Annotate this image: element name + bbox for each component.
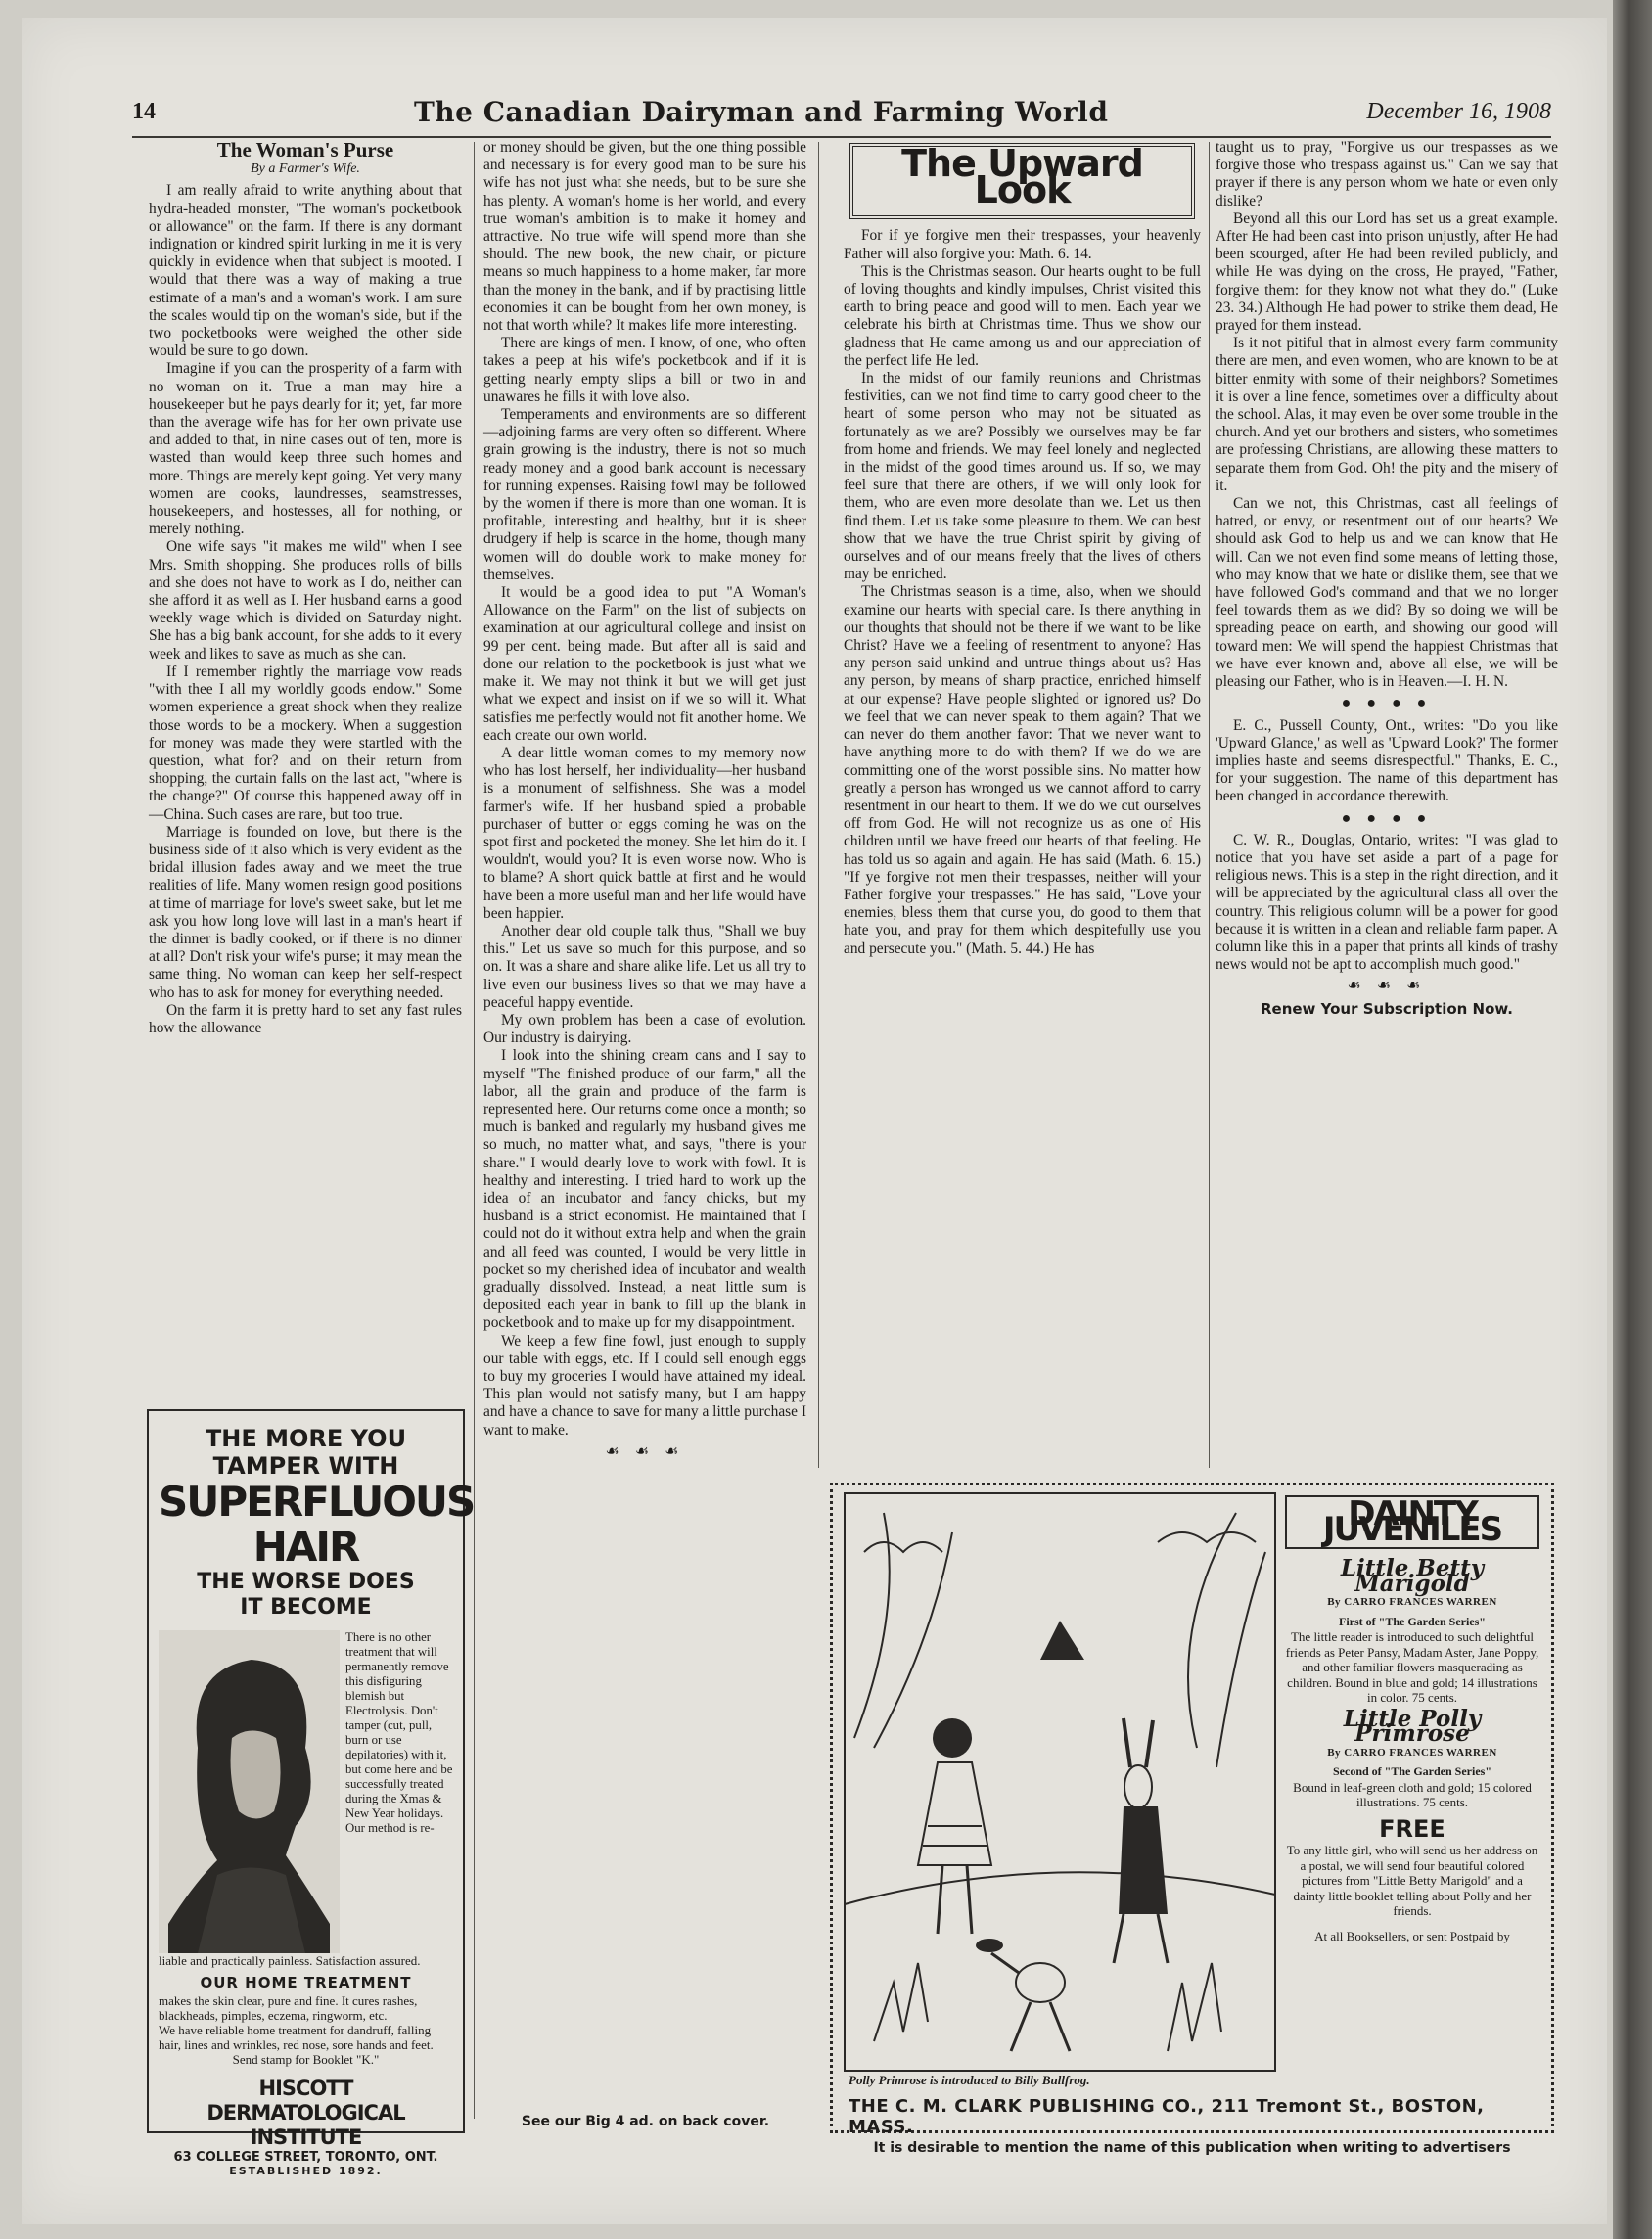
paragraph: or money should be given, but the one thing possible and necessary is for every good man to be sure his wife has not just what she needs, but to be sure she has plenty. A woman's home is her world, and every true woman's ambition is to make it homey and attractive. No true wife will spend more than she should. The new book, the new chair, or picture means so much happiness to a home maker, far more than the money in the bank, and if by practising little economies it can be bought from her own money, is not that worth while? It makes life more interesting.: [483, 139, 806, 335]
book-series: First of "The Garden Series": [1339, 1614, 1486, 1628]
paragraph: It would be a good idea to put "A Woman's Allowance on the Farm" on the list of subjects on examination at our agricultural college and insist on 99 per cent. being made. But after all is said and done our relation to the pocketbook is just what we make it. We may not think it but we will get just what we expect and insist on if we so will it. What satisfies me perfectly would not fit another home. We each create our own world.: [483, 584, 806, 744]
paragraph: Can we not, this Christmas, cast all feelings of hatred, or envy, or resentment out of our hearts? We should ask God to help us and we can know that He will. Can we not even find some means of letting those, who may know that we hate or dislike them, see that we have followed God's command and that we no longer feel towards them as we did? By so doing we will be spreading peace on earth, and showing our good will toward men: We will spend the happiest Christmas that we have ever known and, above all else, we will be pleasing our Father, who is in Heaven.—I. H. N.: [1216, 495, 1558, 691]
column-rule: [1209, 142, 1210, 1468]
ad-line: TAMPER WITH: [212, 1452, 399, 1480]
separator-ornament: ☙ ☙ ☙: [605, 1442, 685, 1460]
paragraph: We keep a few fine fowl, just enough to supply our table with eggs, etc. If I could sell enough eggs to buy my groceries I would have attained my ideal. This plan would not satisfy many, but I am happy and have a chance to save for many a little purchase I want to make.: [483, 1332, 806, 1439]
paragraph: One wife says "it makes me wild" when I see Mrs. Smith shopping. She produces rolls of bills and she does not have to work as I do, neither can she afford it as well as I. Her husband earns a good weekly wage which is divided on Saturday night. She has a big bank account, for she adds to it every week and likes to save as much as she can.: [149, 538, 462, 663]
advertiser-footer-note: It is desirable to mention the name of this publication when writing to advertisers: [873, 2140, 1511, 2156]
book-author: By CARRO FRANCES WARREN: [1327, 1746, 1497, 1759]
paragraph: There are kings of men. I know, of one, who often takes a peep at his wife's pocketbook and if it is getting nearly empty slips a bill or two in and unawares he fills it with love also.: [483, 335, 806, 405]
column-1: [149, 139, 462, 1401]
paragraph: On the farm it is pretty hard to set any fast rules how the allowance: [149, 1001, 462, 1036]
paragraph: Marriage is founded on love, but there is the business side of it also which is very evident as the bridal illusion fades away and we meet the true realities of life. Many women resign good positions at time of marriage for love's sweet sake, but let me ask you how long love will last in a man's heart if the dinner is badly cooked, or if there is no dinner at all? Don't risk your wife's purse; it may mean the same thing. No woman can keep her self-respect who has to ask for money for everything needed.: [149, 823, 462, 1001]
renew-subscription-note: Renew Your Subscription Now.: [1260, 999, 1514, 1018]
paragraph: The Christmas season is a time, also, when we should examine our hearts with special care. Is there anything in our thoughts that should not be there if we want to be like Christ? Have we a feeling of resentment to anyone? Has any person said unkind and untrue things about us? Has any person, by means of sharp practice, enriched himself at our expense? Have people slighted or ignored us? Do we feel that we can never speak to them again? That we can never do them another favor: That we never want to have anything more to do with them? If we do we are committing one of the worst possible sins. No matter how greatly a person has wronged us we cannot afford to carry resentment in our heart to them. If we do we cut ourselves off from God. He will not recognize us as one of His children until we have freed our hearts of that feeling. He has told us so again and again. He has said (Math. 6. 15.) "If ye forgive not men their trespasses, neither will your Father forgive your trespasses." He has said, "Love your enemies, bless them that curse you, do good to them that hate you, and pray for them which despitefully use you and persecute you." (Math. 5. 44.) He has: [844, 583, 1201, 957]
garden-illustration: [845, 1493, 1275, 2071]
book-series: Second of "The Garden Series": [1333, 1764, 1491, 1778]
paragraph: Imagine if you can the prosperity of a farm with no woman on it. True a man may hire a housekeeper but he pays dearly for it; yet, far more than the average wife has for her own private use and added to that, in nine cases out of ten, more is wasted than would keep three such homes and more. Things are merely kept going. Yet very many women are cooks, laundresses, seamstresses, housekeepers, and hostesses, all for nothing, or merely nothing.: [149, 360, 462, 538]
paragraph: This is the Christmas season. Our hearts ought to be full of loving thoughts and kindly impulses, Christ visited this earth to bring peace and good will to men. Each year we celebrate his birth at Christmas time. Thus we show our gladness that He came among us and our appreciation of the perfect life He led.: [844, 262, 1201, 369]
column-rule: [818, 142, 819, 1468]
paragraph: taught us to pray, "Forgive us our trespasses as we forgive those who trespass against us." Can we say that prayer if there is any person whom we hate or even only dislike?: [1216, 139, 1558, 209]
dot-separator: ● ● ● ●: [1341, 809, 1433, 827]
paragraph: A dear little woman comes to my memory now who has lost herself, her individuality—her husband is a monument of selfishness. She was a model farmer's wife. If her husband spied a probable purchaser of butter or eggs coming he was on the spot first and pocketed the money. She let him do it. I wouldn't, would you? It is even worse now. Who is to blame? A short quick battle at first and he would have been a more useful man and her life would have been happier.: [483, 744, 806, 922]
upward-look-title: The Upward Look: [901, 142, 1143, 212]
paragraph: Is it not pitiful that in almost every farm community there are men, and even women, who are known to be at bitter enmity with some of their neighbors? Sometimes it is over a line fence, sometimes over a difficulty about the school. Alas, it may even be over some trouble in the church. And yet our brothers and sisters, who sometimes are professing Christians, are allowing these matters to separate them from God. Oh! the pity and the misery of it.: [1216, 335, 1558, 494]
paragraph: My own problem has been a case of evolution. Our industry is dairying.: [483, 1011, 806, 1047]
ad-address: 63 COLLEGE STREET, TORONTO, ONT.: [173, 2150, 438, 2165]
ad-established: ESTABLISHED 1892.: [229, 2165, 383, 2177]
book-title: Little Betty Marigold: [1340, 1555, 1485, 1597]
booksellers-note: At all Booksellers, or sent Postpaid by: [1314, 1928, 1510, 1943]
column-3: [844, 139, 1201, 1465]
reader-letter: E. C., Pussell County, Ont., writes: "Do you like 'Upward Glance,' as well as 'Upward Look?' The former implies haste and seems disrespectful." Thanks, E. C., for your suggestion. The name of this department has been changed in accordance therewith.: [1216, 716, 1558, 805]
scripture-verse: For if ye forgive men their trespasses, your heavenly Father will also forgive you: Math. 6. 14.: [844, 227, 1201, 262]
superfluous-hair-ad: [147, 1409, 475, 2177]
ad-headline: SUPERFLUOUS HAIR: [159, 1478, 475, 1571]
paragraph: Temperaments and environments are so different—adjoining farms are very often so different. Where grain growing is the industry, there is not so much ready money and a good bank account is necessary for running expenses. Raising fowl may be followed by the women if there is more than one woman. It is profitable, interesting and healthy, but it is sheer drudgery if help is scarce in the home, though many women will do double work to make money for themselves.: [483, 406, 806, 583]
column-rule: [474, 142, 475, 2119]
paragraph: I look into the shining cream cans and I say to myself "The finished produce of our farm," all the labor, all the grain and produce of the farm is represented here. Our returns come once a month; so much is banked and regularly my husband gives me so much, no matter what, and says, "there is your share." I would dearly love to work with fowl. It is healthy and interesting. I tried hard to work up the idea of an incubator and fancy chicks, but my husband is a strict economist. He maintained that I could not do it without extra help and when the grain and all feed was counted, I would be very little in pocket so my cherished idea of incubator and wealth gradually dissolved. Instead, a neat little sum is deposited each year in bank to fill up the blank in pocketbook and to make up for my disappointment.: [483, 1047, 806, 1332]
publisher-line: THE C. M. CLARK PUBLISHING CO., 211 Tremont St., BOSTON, MASS.: [849, 2096, 1485, 2137]
page-number: 14: [132, 98, 156, 124]
paragraph: I am really afraid to write anything about that hydra-headed monster, "The woman's pocketbook or allowance" on the farm. If there is any dormant indignation or kindred spirit lurking in me it is very quickly in evidence when that subject is mooted. I would that there was a way of making a true estimate of a man's and a woman's work. I am sure the scales would tip on the woman's side, but if the two pocketbooks were weighed the other side would be sure to go down.: [149, 182, 462, 360]
illustration-caption: Polly Primrose is introduced to Billy Bullfrog.: [849, 2073, 1090, 2087]
ad-subhead: OUR HOME TREATMENT: [200, 1974, 412, 1991]
ad-body-tail: liable and practically painless. Satisfaction assured.: [159, 1953, 421, 1968]
page-edge: [1613, 0, 1652, 2239]
paragraph: In the midst of our family reunions and Christmas festivities, can we not find time to carry good cheer to the heart of some person who may not be situated as fortunately as we are? Possibly we ourselves may be far from home and friends. We may feel lonely and neglected in the midst of the good times around us. If so, we may feel sure that there are others, if we will only look for them, who are even more desolate than we. Let us then find them. Let us take some pleasure to them. We can best show that we have the true Christ spirit by giving of ourselves and of our means freely that the lives of others may be enriched.: [844, 370, 1201, 583]
ad-line: IT BECOME: [240, 1595, 372, 1620]
ad-body-text: There is no other treatment that will permanently remove this disfiguring blemish but Electrolysis. Don't tamper (cut, pull, burn or use depilatories) with it, but come here and be successfully treated during the Xmas & New Year holidays. Our method is re-: [345, 1630, 453, 1835]
article-title: The Woman's Purse: [216, 138, 394, 161]
free-offer-text: To any little girl, who will send us her address on a postal, we will send four beautiful colored pictures from "Little Betty Marigold" and a dainty little booklet telling about Polly and her friends.: [1286, 1843, 1538, 1918]
paragraph: Beyond all this our Lord has set us a great example. After He had been cast into prison unjustly, after He had been scourged, after He had been reviled publicly, and while He was dying on the cross, He prayed, "Father, forgive them: for they know not what they do." (Luke 23. 34.) Although He had power to strike them dead, He prayed for them instead.: [1216, 209, 1558, 335]
ad-send-stamp: Send stamp for Booklet "K.": [232, 2052, 380, 2067]
masthead-title: The Canadian Dairyman and Farming World: [413, 95, 1109, 128]
ad-institute-name: HISCOTT DERMATOLOGICAL INSTITUTE: [206, 2077, 405, 2149]
article-byline: By a Farmer's Wife.: [251, 161, 360, 177]
woman-portrait-illustration: [159, 1630, 340, 1953]
dainty-juveniles-ad: [830, 1483, 1554, 2137]
see-our-ad-note: See our Big 4 ad. on back cover.: [521, 2114, 770, 2129]
book-title: Little Polly Primrose: [1343, 1705, 1482, 1747]
book-author: By CARRO FRANCES WARREN: [1327, 1596, 1497, 1608]
free-offer-heading: FREE: [1379, 1814, 1446, 1843]
page-header: [132, 90, 1551, 133]
paragraph: Another dear old couple talk thus, "Shall we buy this." Let us save so much for this purpose, and so on. It was a share and share alike life. Let us all try to live even our business lives so that we may have a peaceful happy eventide.: [483, 922, 806, 1011]
column-2: [483, 139, 806, 2106]
ad-reliable-text: We have reliable home treatment for dandruff, falling hair, lines and wrinkles, red nose, sore hands and feet.: [159, 2023, 434, 2052]
ad-headline: DAINTY JUVENILES: [1285, 1495, 1539, 1549]
ad-home-treatment-text: makes the skin clear, pure and fine. It cures rashes, blackheads, pimples, eczema, ringworm, etc.: [159, 1993, 418, 2023]
ad-line: THE MORE YOU: [205, 1425, 407, 1452]
dot-separator: ● ● ● ●: [1341, 695, 1433, 712]
separator-ornament: ☙ ☙ ☙: [1347, 978, 1427, 995]
book-description: The little reader is introduced to such delightful friends as Peter Pansy, Madam Aster, Jane Poppy, and other familiar flowers masquerading as children. Bound in blue and gold; 14 illustrations in color. 75 cents.: [1285, 1629, 1539, 1705]
ad-line: THE WORSE DOES: [197, 1570, 415, 1594]
column-4: [1216, 139, 1558, 1475]
upward-look-heading-box: [849, 143, 1195, 219]
book-description: Bound in leaf-green cloth and gold; 15 colored illustrations. 75 cents.: [1293, 1779, 1532, 1809]
reader-letter: C. W. R., Douglas, Ontario, writes: "I was glad to notice that you have set aside a part of a page for religious news. This is a step in the right direction, and it will be appreciated by the agricultural class all over the country. This religious column will be a power for good because it is written in a clean and reliable farm paper. A column like this in a paper that prints all kinds of trashy news would not be apt to accomplish much good.": [1216, 831, 1558, 974]
issue-date: December 16, 1908: [1366, 98, 1551, 124]
paragraph: If I remember rightly the marriage vow reads "with thee I all my worldly goods endow." Some women experience a great shock when they realize those words to be a mockery. When a suggestion for money was made they were startled with the question, what for? and on their return from shopping, the curtain falls on the last act, "where is the change?" Of course this happened away off in—China. Such cases are rare, but too true.: [149, 663, 462, 823]
